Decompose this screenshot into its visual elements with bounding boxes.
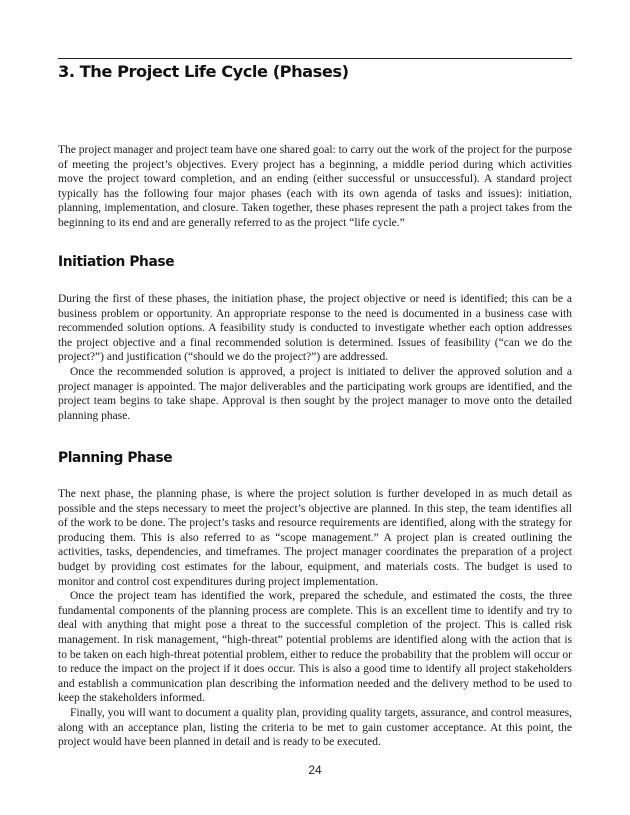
page-number: 24 — [308, 763, 322, 777]
initiation-section — [58, 292, 572, 423]
chapter-rule — [58, 58, 572, 59]
planning-heading: Planning Phase — [58, 450, 173, 466]
intro-paragraph: The project manager and project team have one shared goal: to carry out the work of the project for the purpose of meeting the project’s objectives. Every project has a beginning, a middle period during which activities move the project toward completion, and an ending (either successful or unsuccessful). A standard project typically has the following four major phases (each with its own agenda of tasks and issues): initiation, planning, implementation, and closure. Taken together, these phases represent the path a project takes from the beginning to its end and are generally referred to as the project “life cycle.” — [58, 144, 572, 229]
chapter-title: 3. The Project Life Cycle (Phases) — [58, 62, 349, 81]
planning-paragraph-2: Once the project team has identified the work, prepared the schedule, and estimated the costs, the three fundamental components of the planning process are complete. This is an excellent time to identify and try to deal with anything that might pose a threat to the successful completion of the project. This is called risk management. In risk management, “high-threat” potential problems are identified along with the action that is to be taken on each high-threat potential problem, either to reduce the probability that the problem will occur or to reduce the impact on the project if it does occur. This is also a good time to identify all project stakeholders and establish a communication plan describing the information needed and the delivery method to be used to keep the stakeholders informed. — [58, 590, 572, 705]
intro-section — [58, 143, 572, 231]
planning-section — [58, 487, 572, 750]
planning-paragraph-1: The next phase, the planning phase, is where the project solution is further developed in as much detail as possible and the steps necessary to meet the project’s objective are planned. In this step, the team identifies all of the work to be done. The project’s tasks and resource requirements are identified, along with the strategy for producing them. This is also referred to as “scope management.” A project plan is created outlining the activities, tasks, dependencies, and timeframes. The project manager coordinates the preparation of a project budget by providing cost estimates for the labour, equipment, and materials costs. The budget is used to monitor and control cost expenditures during project implementation. — [58, 488, 572, 588]
planning-paragraph-3: Finally, you will want to document a quality plan, providing quality targets, assurance, and control measures, along with an acceptance plan, listing the criteria to be met to gain customer acceptance. At this point, the project would have been planned in detail and is ready to be executed. — [58, 706, 572, 749]
initiation-heading: Initiation Phase — [58, 254, 175, 270]
initiation-paragraph-1: During the first of these phases, the initiation phase, the project objective or need is identified; this can be a business problem or opportunity. An appropriate response to the need is documented in a business case with recommended solution options. A feasibility study is conducted to investigate whether each option addresses the project objective and a final recommended solution is determined. Issues of feasibility (“can we do the project?”) and justification (“should we do the project?”) are addressed. — [58, 293, 572, 364]
initiation-paragraph-2: Once the recommended solution is approved, a project is initiated to deliver the approved solution and a project manager is appointed. The major deliverables and the participating work groups are identified, and the project team begins to take shape. Approval is then sought by the project manager to move onto the detailed planning phase. — [58, 365, 572, 422]
